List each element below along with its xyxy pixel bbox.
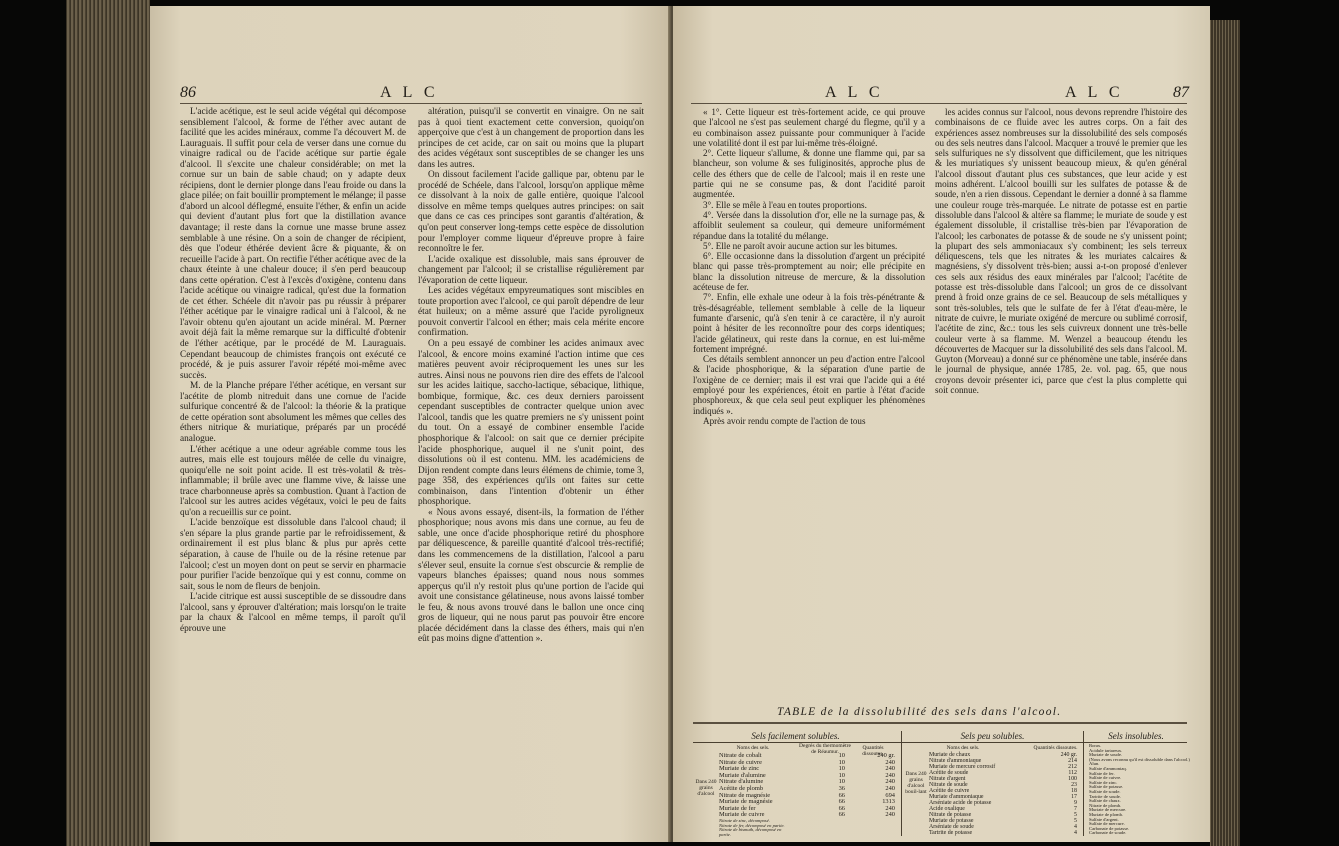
- salt-name: Nitrate de cobalt: [719, 752, 762, 759]
- salt-name: Muriate de magnésie: [719, 798, 773, 806]
- paragraph: L'éther acétique a une odeur agréable comme tous les autres, mais elle est toujours mêlée de celle du vinaigre, quoiqu'elle ne soit point acide. Il est très-volatil & très-inflammable; il brûle avec une flamme vive, & laisse une trace charbonneuse après sa combustion. Quant à l'action de l'alcool sur les autres acides végétaux, voici le peu de faits qu'on a recueillis sur ce point.: [180, 444, 406, 518]
- salt-name: Muriate de zinc: [719, 765, 760, 773]
- right-page: [673, 6, 1210, 842]
- table-note: partie.: [719, 831, 732, 837]
- salt-name: Muriate d'ammoniaque: [929, 794, 984, 800]
- insoluble-salt: Sulfate d'argent.: [1089, 816, 1119, 822]
- quantity-value: 240: [885, 765, 895, 773]
- insoluble-salt: Carbonate de soude.: [1089, 830, 1127, 836]
- paragraph: « Nous avons essayé, disent-ils, la formation de l'éther phosphorique; nous avons mis dans une cornue, au feu de sable, une once d'acide phosphorique retiré du phosphore par déliquescence, & pareille quantité d'alcool très-rectifié; dans les commencemens de la distillation, l'alcool a paru s'élever seul, ensuite la cornue s'est obscurcie & remplie de vapeurs blanches épaisses; quand nous nous sommes apperçus qu'il n'y restoit plus qu'une portion de l'acide qui avoit une consistance gélatineuse, nous avons laissé tomber le feu, & nous avons trouvé dans le ballon une once cinq gros de liqueur, qui ne nous parut pas pouvoir être encore placée décidément dans la classe des éthers, mais qui n'en eût pas moins digne d'attention ».: [418, 507, 644, 645]
- insoluble-salt: Sulfate de soude.: [1089, 789, 1121, 794]
- salt-name: Muriate de mercure corrosif: [929, 764, 996, 770]
- quantity-value: 4: [1074, 824, 1077, 830]
- quantity-value: 694: [885, 791, 895, 799]
- insoluble-salt: Muriate de soude.: [1089, 752, 1123, 758]
- paragraph: les acides connus sur l'alcool, nous devons reprendre l'histoire des combinaisons de ce fluide avec les autres corps. On a fait des expériences assez nombreuses sur la dissolubilité des sels composés ou des sels neutres dans l'alcool. Macquer a trouvé le premier que les sels sulfuriques ne s'y dissolvent que difficilement, que les nitriques & les muriatiques s'y unissent beaucoup mieux, & qu'en général l'alcool dissout d'autant plus ces substances, que leur acide y est moins adhérent. L'alcool bouilli sur les sulfates de potasse & de soude, n'en a rien dissous. Cependant le dernier a donné à sa flamme une couleur rouge très-marquée. Le nitrate de potasse est en partie dissoluble dans l'alcool & altère sa flamme; le muriate de soude y est également dissoluble, il cristallise très-bien par l'évaporation de l'alcool; les carbonates de potasse & de soude ne s'y unissent point; la plupart des sels ammoniacaux s'y combinent; les sels terreux déliquescens, tels que les nitrates & les muriates calcaires & magnésiens, s'y dissolvent très-bien; aussi a-t-on proposé d'enlever ces sels aux résidus des eaux minérales par l'alcool; l'acétite de potasse est très-dissoluble dans l'alcool; un gros de ce dissolvant prend à froid onze grains de ce sel. Beaucoup de sels métalliques y sont très-solubles, tels que le sulfate de fer à l'état d'eau-mère, le nitrate de cuivre, le muriate oxigéné de mercure ou sublimé corrosif, l'acétite de zinc, &c.: tous les sels cuivreux donnent une très-belle couleur verte à sa flamme. M. Wenzel a beaucoup étendu les découvertes de Macquer sur la dissolubilité des sels dans l'alcool. M. Guyton (Morveau) a donné sur ce phénomène une table, insérée dans le journal de physique, année 1785, 2e. vol. pag. 65, que nous croyons devoir présenter ici, parce que c'est la plus complette qui soit connue.: [935, 107, 1187, 396]
- quantity-value: 5: [1074, 812, 1077, 818]
- paragraph: L'acide acétique, est le seul acide végétal qui décompose sensiblement l'alcool, & forme de l'éther avec autant de facilité que les acides minéraux, comme l'a découvert M. de Lauraguais. Il suffit pour cela de verser dans une cornue du vinaigre radical ou de l'acide acétique sur partie égale d'alcool. Il s'excite une chaleur considérable; on met la cornue sur un bain de sable chaud; on y adapte deux récipiens, dont le dernier plonge dans l'eau froide ou dans la glace pilée; on fait bouillir promptement le mélange; il passe d'abord un alcool déflegmé, ensuite l'éther, & enfin un acide qui devient d'autant plus fort que la distillation avance davantage; il reste dans la cornue une masse brune assez semblable à une résine. On a soin de changer de récipient, dès que l'odeur éthérée devient âcre & piquante, & on recueille l'acide à part. On rectifie l'éther acétique avec de la chaux éteinte à une chaleur douce; il s'en perd beaucoup dans cette opération. C'est à l'excès d'oxigène, contenu dans l'acide acétique ou vinaigre radical, qu'est due la formation de cet éther. Schéele dit n'avoir pas pu réussir à préparer l'éther acétique par le vinaigre radical uni à l'alcool, & ne l'avoir obtenu qu'en ajoutant un acide minéral. M. Pœrner avoit déjà fait la même remarque sur la difficulté d'obtenir de l'éther acétique, par le procédé de M. Lauraguais. Cependant beaucoup de chimistes françois ont exécuté ce procédé, & je puis assurer l'avoir répété moi-même avec succès.: [180, 107, 406, 381]
- running-header-left: A L C: [825, 84, 884, 101]
- quantity-value: 4: [1074, 830, 1077, 836]
- quantity-value: 1313: [882, 798, 895, 806]
- insoluble-salt: Tartrite de soude.: [1089, 793, 1121, 799]
- header-rule: [691, 103, 1187, 104]
- degree-value: 66: [838, 798, 845, 806]
- quantity-value: 100: [1068, 776, 1077, 782]
- insoluble-salt: Sulfate de cuivre.: [1089, 775, 1122, 781]
- salt-name: Tartrite de potasse: [929, 830, 973, 836]
- quantity-value: 240: [885, 785, 895, 792]
- quantity-value: 214: [1068, 758, 1077, 764]
- salt-name: Arséniate acide de potasse: [929, 800, 992, 806]
- title-rule: [693, 722, 1187, 724]
- quantity-value: 23: [1071, 782, 1077, 788]
- salt-name: Nitrate d'alumine: [719, 778, 764, 786]
- paragraph: L'acide oxalique est dissoluble, mais sans éprouver de changement par l'alcool; il se cristallise régulièrement par l'évaporation de cette liqueur.: [418, 254, 644, 286]
- salt-name: Nitrate d'ammoniaque: [929, 758, 982, 764]
- col-names-label: Noms des sels.: [946, 745, 980, 751]
- salt-name: Muriate de fer: [719, 804, 756, 812]
- insoluble-salt: Sulfate de zinc.: [1089, 779, 1118, 785]
- salt-name: Acétite de cuivre: [929, 788, 970, 794]
- insoluble-salt: Sulfate de fer.: [1089, 770, 1115, 776]
- quantity-value: 240: [885, 811, 895, 819]
- quantity-value: 240 gr.: [1060, 752, 1077, 758]
- book-edge-left: [66, 0, 150, 846]
- insoluble-salt: (Nous avons reconnu qu'il est dissoluble dans l'alcool.): [1089, 756, 1190, 762]
- salt-name: Acétite de soude: [929, 770, 969, 776]
- salt-name: Acide oxalique: [929, 806, 965, 812]
- insoluble-salt: Acidule tartareux.: [1089, 747, 1123, 753]
- degree-value: 66: [838, 804, 845, 812]
- paragraph: 4°. Versée dans la dissolution d'or, elle ne la surnage pas, & affoiblit seulement sa couleur, qui demeure uniformément répandue dans la totalité du mélange.: [693, 209, 925, 241]
- quantity-value: 240: [885, 804, 895, 812]
- running-header: A L C: [380, 84, 439, 101]
- paragraph: On a peu essayé de combiner les acides animaux avec l'alcool, & encore moins examiné l'action intime que ces matières peuvent avoir réciproquement les unes sur les autres. Ainsi nous ne pouvons rien dire des effets de l'alcool sur les acides laitique, saccho-lactique, sébacique, lithique, bombique, formique, &c. ces deux derniers paroissent cependant susceptibles de contracter quelque union avec l'alcool, tandis que les quatre premiers ne s'y unissent point du tout. On a essayé de combiner ensemble l'acide phosphorique & l'alcool: on sait que ce dernier précipite l'acide phosphorique, auquel il ne s'unit point, des dissolutions où il est contenu. MM. les académiciens de Dijon rendent compte dans leurs élémens de chimie, tome 3, page 358, des expériences qu'ils ont faites sur cette combinaison, dans l'intention d'obtenir un éther phosphorique.: [418, 339, 644, 508]
- insoluble-salt: Nitrate de plomb.: [1089, 802, 1122, 808]
- quantity-value: 18: [1071, 788, 1077, 794]
- paragraph: Ces détails semblent annoncer un peu d'action entre l'alcool & l'acide phosphorique, & la séparation d'une partie de l'oxigène de ce dernier; mais il est vrai que l'acide qui a été employé pour les expériences, étoit en partie à l'état d'acide phosphoreux, & que cela seul peut expliquer les phénomènes indiqués ».: [693, 354, 925, 416]
- paragraph: 6°. Elle occasionne dans la dissolution d'argent un précipité blanc qui passe très-promptement au noir; elle précipite en blanc la dissolution nitreuse de mercure, & la dissolution acéteuse de fer.: [693, 251, 925, 293]
- table-title: TABLE de la dissolubilité des sels dans l'alcool.: [777, 706, 1062, 718]
- salt-name: Nitrate de cuivre: [719, 758, 762, 766]
- paragraph: Après avoir rendu compte de l'action de tous: [703, 415, 866, 426]
- side-label-little: Dans 240 grains d'alcool bouil-lant: [905, 771, 927, 795]
- text-column-1: [180, 107, 406, 634]
- text-column-2: [418, 107, 644, 645]
- text-column-1: [693, 107, 925, 426]
- degree-value: 10: [838, 752, 845, 759]
- paragraph: 3°. Elle se mêle à l'eau en toutes proportions.: [703, 199, 867, 210]
- quantity-value: 240: [885, 771, 895, 779]
- paragraph: L'acide citrique est aussi susceptible de se dissoudre dans l'alcool, sans y éprouver d'altération; mais lorsqu'on le traite par la chaux & l'alcool en même temps, il paroît qu'il éprouve une: [180, 592, 406, 634]
- insoluble-salt: Borax.: [1089, 743, 1102, 748]
- head-insoluble: Sels insolubles.: [1108, 731, 1164, 741]
- quantity-value: 5: [1074, 818, 1077, 824]
- col-qty-label: Quantités dissoutes.: [1033, 745, 1078, 751]
- page-number: 86: [180, 84, 196, 101]
- table-divider: [901, 731, 902, 836]
- salt-name: Arséniate de soude: [929, 824, 974, 830]
- head-little: Sels peu solubles.: [960, 731, 1025, 741]
- table-note: Nitrate de zinc, décomposé.: [719, 818, 770, 823]
- quantity-value: 212: [1068, 764, 1077, 770]
- salt-name: Nitrate d'argent: [929, 776, 966, 782]
- paragraph: L'acide benzoïque est dissoluble dans l'alcool chaud; il s'en sépare la plus grande partie par le refroidissement, & ordinairement il est plus blanc & plus pur après cette séparation, à cause de l'huile ou de la résine retenue par l'alcool; c'est un moyen dont on peut se servir en pharmacie pour purifier l'acide benzoïque qui y est connu, comme on sait, sous le nom de fleurs de benjoin.: [180, 518, 406, 592]
- quantity-value: 240: [885, 778, 895, 786]
- paragraph: 2°. Cette liqueur s'allume, & donne une flamme qui, par sa blancheur, son volume & ses fuliginosités, approche plus de celle des éthers que de celle de l'alcool; mais il en reste une partie qui ne se consume pas, & dont l'acidité paroit augmentée.: [693, 148, 925, 200]
- insoluble-salt: Muriate de mercure.: [1089, 807, 1127, 813]
- quantity-value: 7: [1074, 806, 1077, 812]
- side-label-easy: Dans 240 grains d'alcool: [695, 779, 717, 797]
- paragraph: Les acides végétaux empyreumatiques sont miscibles en toute proportion avec l'alcool, ce qui paroît dépendre de leur état huileux; on a même assuré que l'acide pyroligneux pouvoit convertir l'alcool en éther; mais cela mérite encore confirmation.: [418, 286, 644, 339]
- degree-value: 36: [838, 785, 845, 792]
- paragraph: « 1°. Cette liqueur est très-fortement acide, ce qui prouve que l'alcool ne s'est pas seulement chargé du flegme, qu'il y a eu combinaison assez puissante pour communiquer à l'acide une volatilité dont il est par lui-même très-éloigné.: [693, 107, 925, 148]
- book-edge-right: [1210, 20, 1240, 846]
- degree-value: 66: [838, 791, 845, 799]
- col-qty-label: Quantités dissoutes.: [862, 745, 884, 757]
- insoluble-salt: Alun.: [1089, 761, 1100, 767]
- degree-value: 66: [838, 811, 845, 819]
- quantity-value: 9: [1074, 800, 1077, 806]
- salt-name: Muriate de potasse: [929, 818, 974, 824]
- col-names-label: Noms des sels.: [736, 745, 770, 751]
- left-page: [150, 6, 670, 842]
- col-degrees-label: Degrés du thermomètre de Réaumur.: [799, 743, 851, 755]
- table-divider: [1083, 731, 1084, 836]
- quantity-value: 240: [885, 758, 895, 766]
- insoluble-salt: Sulfate d'ammoniaq.: [1089, 766, 1127, 771]
- table-rule: [693, 742, 1187, 743]
- salt-name: Muriate de chaux: [929, 752, 971, 758]
- insoluble-salt: Sulfate de mercure.: [1089, 821, 1125, 827]
- paragraph: On dissout facilement l'acide gallique par, obtenu par le procédé de Schéele, dans l'alcool, lorsqu'on applique même ce dissolvant à la noix de galle entière, quoique l'alcool dissolve en même temps quelques autres principes: on sait que dans ce cas ces principes sont garantis d'altération, & qu'on peut conserver long-temps cette espèce de dissolution pour l'employer comme liqueur d'épreuve propre à faire reconnoître le fer.: [418, 170, 644, 255]
- insoluble-salt: Carbonate de potasse.: [1089, 825, 1130, 831]
- degree-value: 10: [838, 771, 845, 779]
- insoluble-salt: Muriate de plomb.: [1089, 812, 1124, 817]
- insoluble-salt: Sulfate de chaux.: [1089, 798, 1121, 804]
- salt-name: Nitrate de potasse: [929, 812, 972, 818]
- head-easy: Sels facilement solubles.: [751, 731, 840, 741]
- quantity-value: 240 gr.: [877, 752, 895, 759]
- degree-value: 10: [838, 758, 845, 766]
- running-header-right: A L C: [1065, 84, 1124, 101]
- open-book: [150, 6, 1210, 842]
- text-column-2: [935, 107, 1187, 395]
- salt-name: Nitrate de magnésie: [719, 791, 771, 799]
- salt-name: Muriate d'alumine: [719, 771, 766, 779]
- quantity-value: 112: [1068, 770, 1077, 776]
- table-note: Nitrate de bismuth, décomposé en: [719, 827, 782, 833]
- salt-name: Acétite de plomb: [719, 785, 764, 792]
- degree-value: 10: [838, 765, 845, 773]
- insoluble-salt: Sulfate de potasse.: [1089, 784, 1124, 790]
- header-rule: [180, 103, 642, 104]
- quantity-value: 17: [1071, 794, 1077, 800]
- paragraph: altération, puisqu'il se convertit en vinaigre. On ne sait pas à quoi tient exactement cette conversion, quoiqu'on apperçoive que c'est à un changement de proportion dans les principes de cet acide, car on sait ou moins que la plupart des acides végétaux sont susceptibles de se changer les uns dans les autres.: [418, 107, 644, 170]
- paragraph: M. de la Planche prépare l'éther acétique, en versant sur l'acétite de plomb nitreduit dans une cornue de l'acide sulfurique concentré & de l'alcool: la théorie & la pratique de cette opération sont absolument les mêmes que celles des éthers nitrique & muriatique, préparés par un procédé analogue.: [180, 381, 406, 444]
- table-note: Nitrate de fer, décomposé en partie.: [719, 822, 785, 828]
- salt-name: Muriate de cuivre: [719, 811, 765, 819]
- solubility-table: [693, 731, 1190, 837]
- degree-value: 10: [838, 778, 845, 786]
- page-number: 87: [1173, 84, 1189, 101]
- paragraph: 7°. Enfin, elle exhale une odeur à la fois très-pénétrante & très-désagréable, tellement semblable à celle de la liqueur fumante d'arsenic, qu'à s'en tenir à ce caractère, il n'y auroit point à hésiter de les reconnoître pour des corps identiques; l'acide gélatineux, qui reste dans la cornue, en est lui-même fortement imprégné.: [693, 292, 925, 354]
- salt-name: Nitrate de soude: [929, 782, 968, 788]
- paragraph: 5°. Elle ne paroît avoir aucune action sur les bitumes.: [703, 240, 898, 251]
